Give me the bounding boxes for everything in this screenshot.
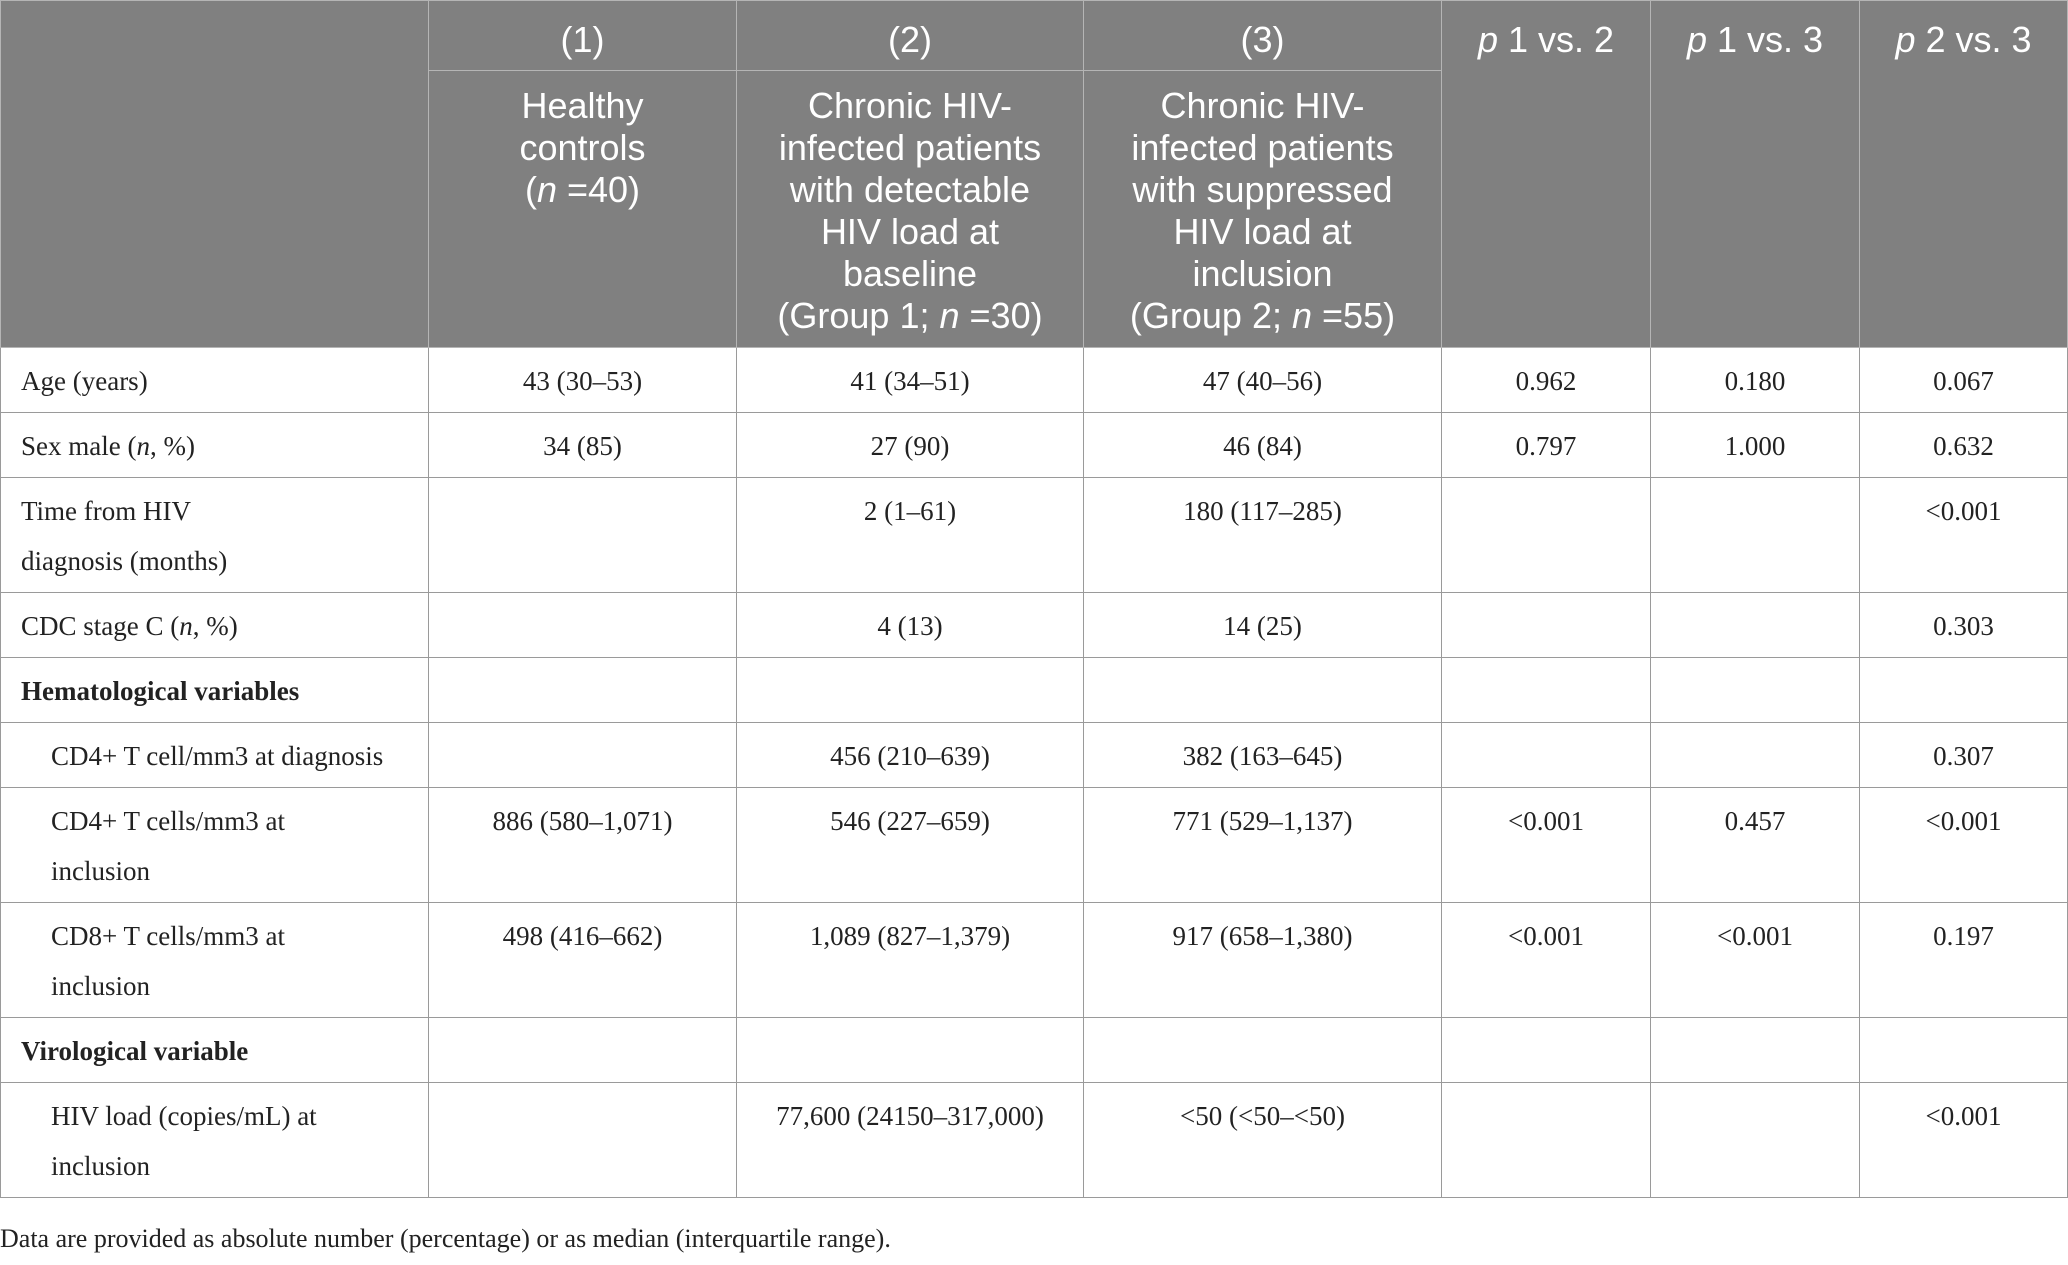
table-cell: 4 (13) [737,593,1084,658]
table-cell: 771 (529–1,137) [1084,788,1442,903]
table-cell: 46 (84) [1084,413,1442,478]
group-3-description: Chronic HIV- infected patients with suppressed HIV load at inclusion (Group 2; n =55) [1084,71,1442,348]
table-cell: 14 (25) [1084,593,1442,658]
table-cell [429,723,737,788]
table-cell: 886 (580–1,071) [429,788,737,903]
table-cell [1860,658,2068,723]
table-cell: 1,089 (827–1,379) [737,903,1084,1018]
table-cell: 498 (416–662) [429,903,737,1018]
section-label: Hematological variables [1,658,429,723]
group-3-number: (3) [1084,1,1442,71]
table-cell: 0.303 [1860,593,2068,658]
table-cell: 456 (210–639) [737,723,1084,788]
table-row-time-from-diagnosis [1,478,2068,593]
table-cell: 0.307 [1860,723,2068,788]
group-2-number: (2) [737,1,1084,71]
table-cell [1084,658,1442,723]
table-cell [429,478,737,593]
table-cell: 43 (30–53) [429,348,737,413]
table-cell [1442,593,1651,658]
table-cell: <0.001 [1442,903,1651,1018]
table-cell [429,658,737,723]
section-row-hematological [1,658,2068,723]
row-label: CD8+ T cells/mm3 at inclusion [1,903,429,1018]
table-cell [1442,1018,1651,1083]
table-row-cd4-diagnosis [1,723,2068,788]
table-footnote: Data are provided as absolute number (percentage) or as median (interquartile range). [0,1224,891,1253]
table-cell: 0.180 [1651,348,1860,413]
table-cell [1442,478,1651,593]
p-2-vs-3-header: p 2 vs. 3 [1860,1,2068,348]
table-row-sex-male [1,413,2068,478]
row-label: CDC stage C (n, %) [1,593,429,658]
row-label: Time from HIV diagnosis (months) [1,478,429,593]
row-label: HIV load (copies/mL) at inclusion [1,1083,429,1198]
table-cell: 47 (40–56) [1084,348,1442,413]
table-cell: <0.001 [1651,903,1860,1018]
table-cell: 0.797 [1442,413,1651,478]
table-cell: 41 (34–51) [737,348,1084,413]
table-cell: 0.197 [1860,903,2068,1018]
row-label: Age (years) [1,348,429,413]
table-cell: 0.457 [1651,788,1860,903]
table-cell [429,1018,737,1083]
table-cell: 382 (163–645) [1084,723,1442,788]
table-cell: 2 (1–61) [737,478,1084,593]
table-cell [1651,1083,1860,1198]
table-row-cd4-inclusion [1,788,2068,903]
table-cell: 27 (90) [737,413,1084,478]
table-row-age [1,348,2068,413]
p-1-vs-3-header: p 1 vs. 3 [1651,1,1860,348]
table-cell: <50 (<50–<50) [1084,1083,1442,1198]
table-cell [429,1083,737,1198]
table-cell: 0.962 [1442,348,1651,413]
section-row-virological [1,1018,2068,1083]
table-cell [1860,1018,2068,1083]
row-label: CD4+ T cell/mm3 at diagnosis [1,723,429,788]
table-cell: 917 (658–1,380) [1084,903,1442,1018]
table-row-hiv-load [1,1083,2068,1198]
table-cell: <0.001 [1442,788,1651,903]
table-cell: 0.632 [1860,413,2068,478]
table-cell [1442,723,1651,788]
group-1-description: Healthy controls (n =40) [429,71,737,348]
table-row-cd8-inclusion [1,903,2068,1018]
table-cell [1651,1018,1860,1083]
table-cell [737,1018,1084,1083]
table-cell: 34 (85) [429,413,737,478]
table-cell [1442,658,1651,723]
table-cell [737,658,1084,723]
table-cell [429,593,737,658]
table-cell [1651,723,1860,788]
group-2-description: Chronic HIV- infected patients with detectable HIV load at baseline (Group 1; n =30) [737,71,1084,348]
group-1-number: (1) [429,1,737,71]
table-cell: <0.001 [1860,788,2068,903]
row-label: CD4+ T cells/mm3 at inclusion [1,788,429,903]
section-label: Virological variable [1,1018,429,1083]
p-1-vs-2-header: p 1 vs. 2 [1442,1,1651,348]
table-cell: <0.001 [1860,1083,2068,1198]
table-cell: 1.000 [1651,413,1860,478]
table-cell [1442,1083,1651,1198]
table-cell [1651,593,1860,658]
table-cell [1651,658,1860,723]
table-cell [1084,1018,1442,1083]
table-cell: 0.067 [1860,348,2068,413]
variable-column-header [1,1,429,348]
table-cell: 546 (227–659) [737,788,1084,903]
table-cell: 77,600 (24150–317,000) [737,1083,1084,1198]
header-row-numbers [1,1,2068,71]
table-cell [1651,478,1860,593]
table-cell: <0.001 [1860,478,2068,593]
table-row-cdc-stage-c [1,593,2068,658]
row-label: Sex male (n, %) [1,413,429,478]
table-cell: 180 (117–285) [1084,478,1442,593]
